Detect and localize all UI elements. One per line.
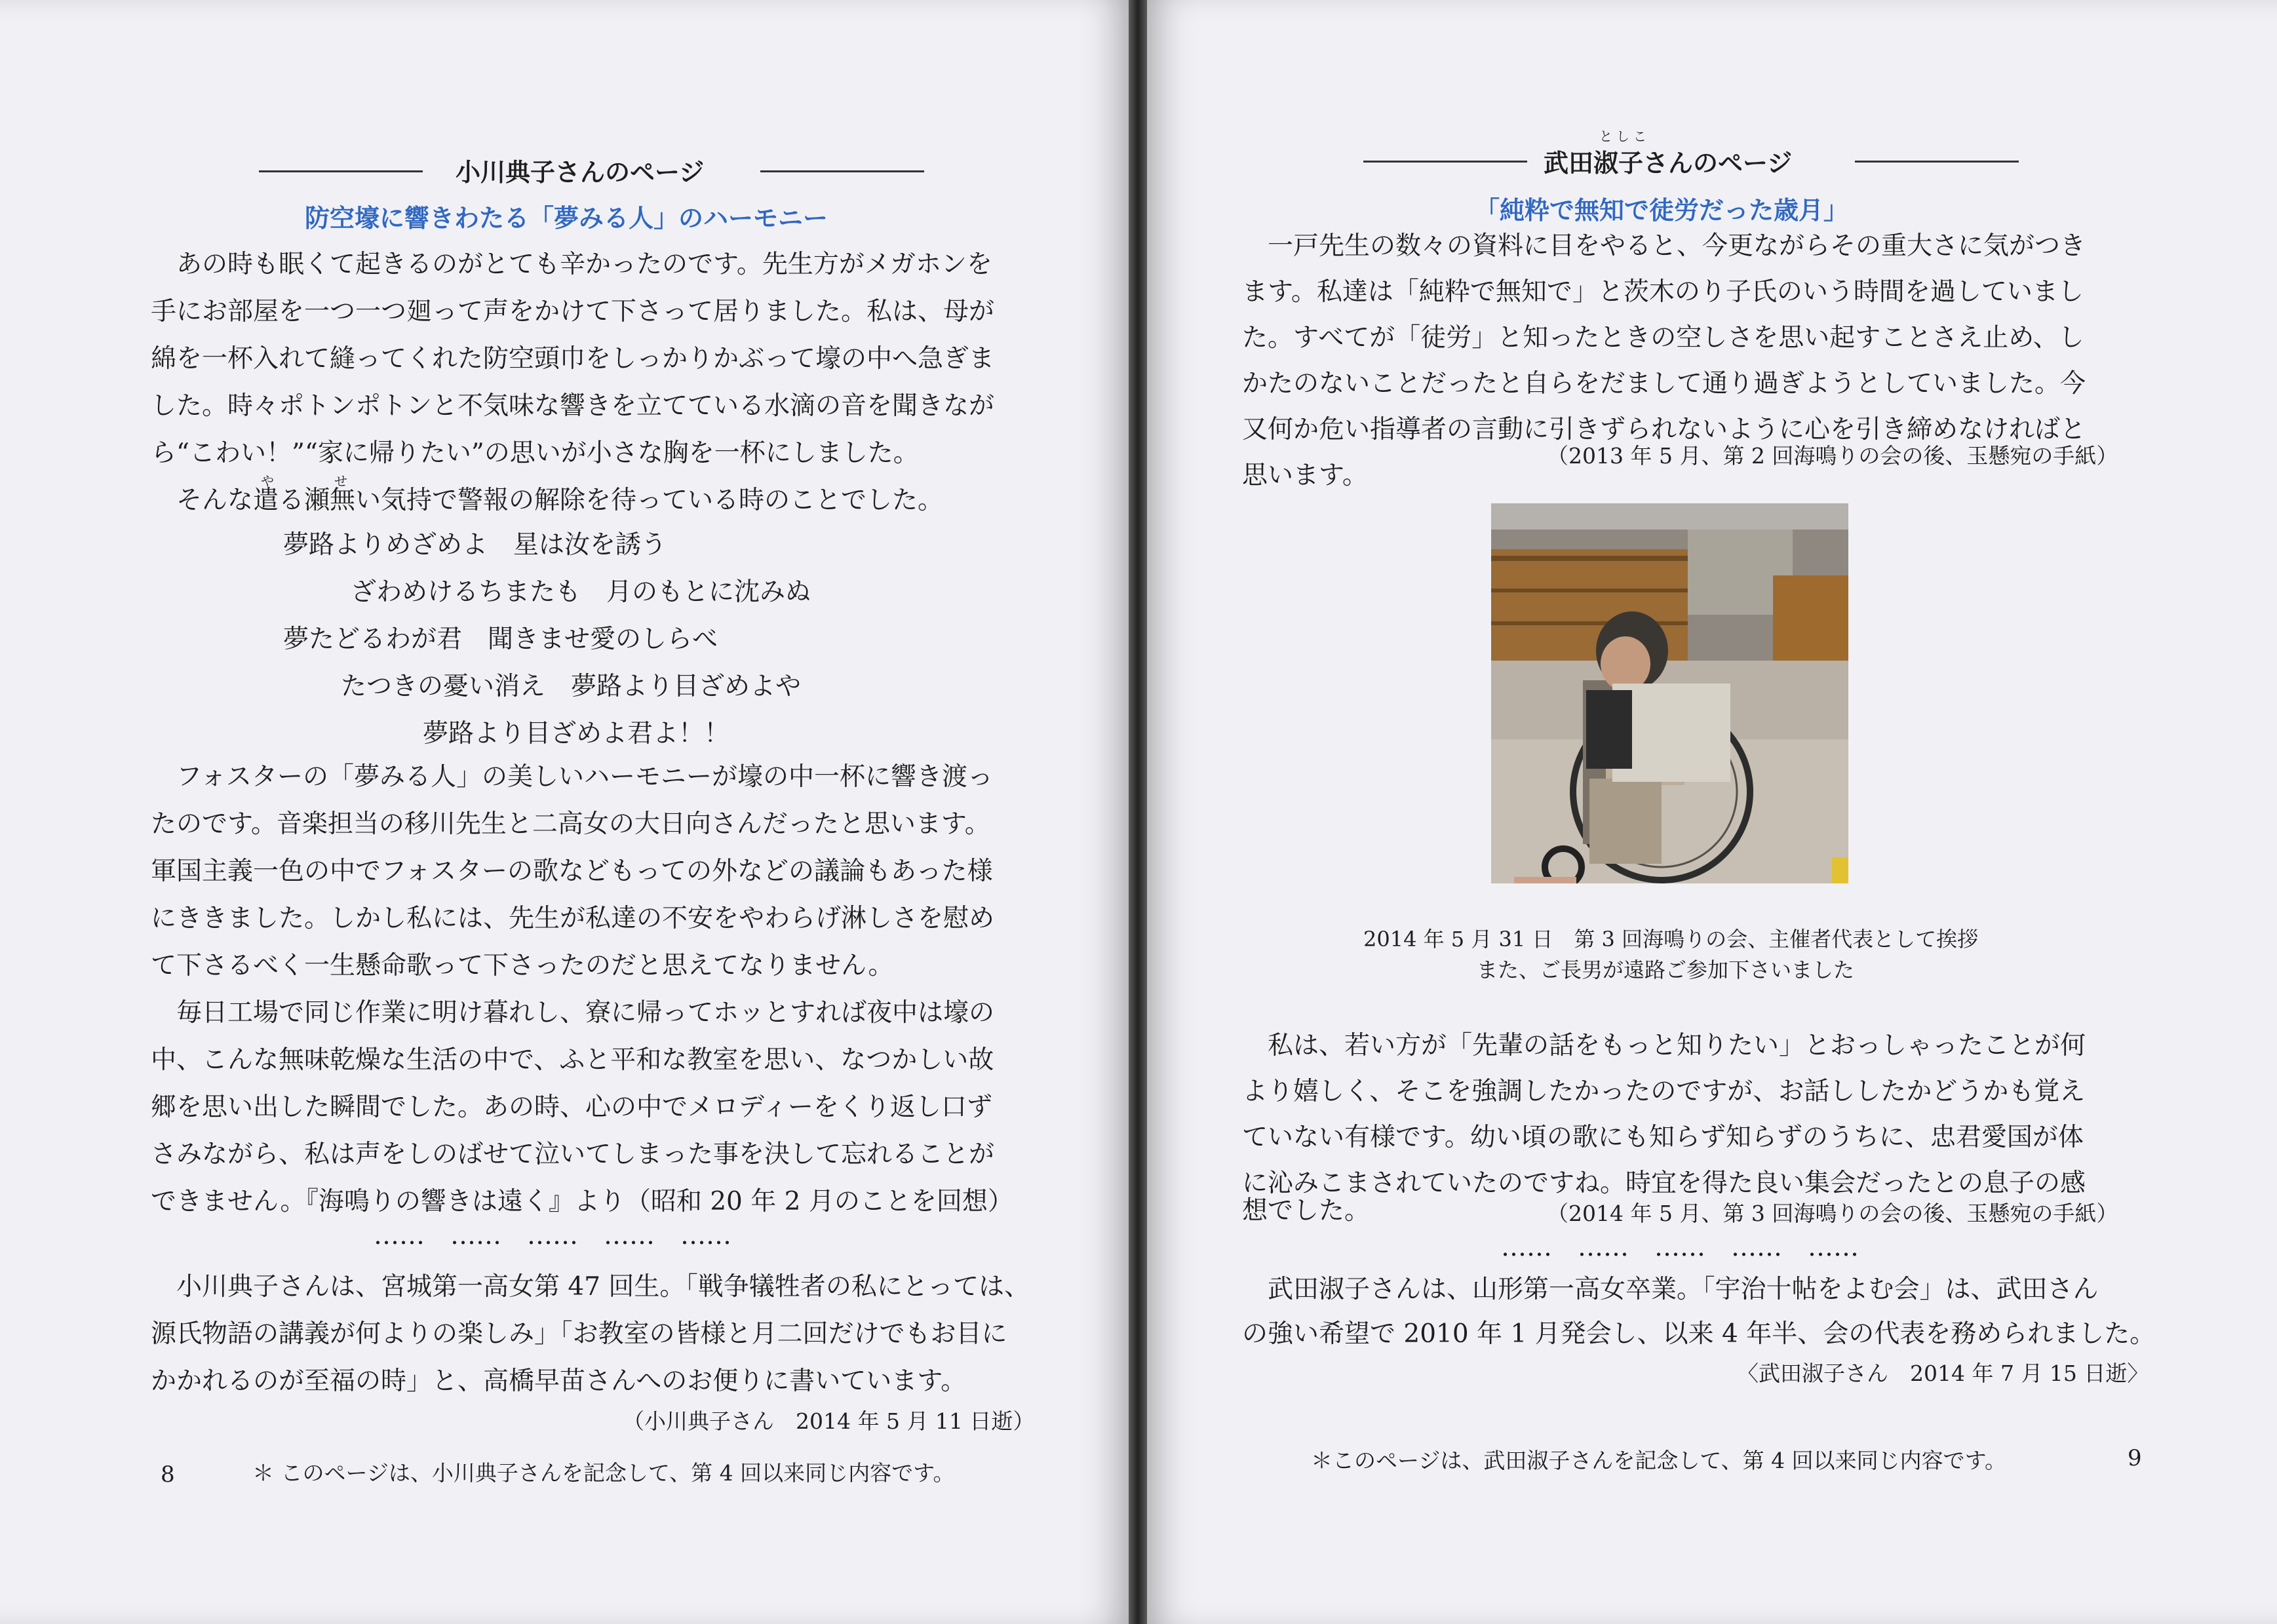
article-subtitle: 防空壕に響きわたる「夢みる人」のハーモニー [305, 203, 828, 233]
header-rule-right [760, 170, 924, 172]
body-line: たのです。音楽担当の移川先生と二高女の大日向さんだったと思います。 [151, 809, 990, 839]
book-gutter [1129, 0, 1147, 1624]
photo-woman-in-wheelchair [1491, 503, 1848, 883]
body-line: できません。『海鳴りの響きは遠く』より（昭和 20 年 2 月のことを回想） [151, 1187, 1013, 1216]
body-line: かかれるのが至福の時」と、高橋早苗さんへのお便りに書いています。 [151, 1366, 967, 1396]
body-line: ら“こわい！”“家に帰りたい”の思いが小さな胸を一杯にしました。 [151, 438, 919, 468]
body-line: て下さるべく一生懸命歌って下さったのだと思えてなりません。 [151, 951, 894, 980]
body-line: 思います。 [1242, 461, 1368, 490]
ruby-text: や [261, 473, 278, 489]
ellipsis-separator: …… …… …… …… …… [374, 1221, 732, 1250]
photo-caption-line: また、ご長男が遠路ご参加下さいました [1477, 957, 1855, 982]
article-subtitle: 「純粋で無知で徒労だった歳月」 [1475, 195, 1849, 225]
body-line: 武田淑子さんは、山形第一高女卒業。「宇治十帖をよむ会」は、武田さん [1242, 1275, 2099, 1304]
body-line: の強い希望で 2010 年 1 月発会し、以来 4 年半、会の代表を務められました。 [1242, 1319, 2156, 1349]
song-line: たつきの憂い消え 夢路より目ざめよや [341, 672, 802, 701]
body-line: より嬉しく、そこを強調したかったのですが、お話ししたかどうかも覚え [1242, 1077, 2086, 1106]
body-line: 小川典子さんは、宮城第一高女第 47 回生。「戦争犠牲者の私にとっては、 [151, 1272, 1030, 1302]
obituary-note: （小川典子さん 2014 年 5 月 11 日逝） [623, 1408, 1035, 1434]
song-line: 夢たどるわが君 聞きませ愛のしらべ [283, 625, 718, 654]
ruby-text: としこ [1599, 128, 1650, 144]
footnote: ＊このページは、武田淑子さんを記念して、第 4 回以来同じ内容です。 [1311, 1448, 2007, 1473]
body-line: あの時も眠くて起きるのがとても辛かったのです。先生方がメガホンを [151, 250, 992, 279]
left-page [0, 0, 1129, 1624]
body-line: 軍国主義一色の中でフォスターの歌などもっての外などの議論もあった様 [151, 857, 993, 886]
body-line: 一戸先生の数々の資料に目をやると、今更ながらその重大さに気がつき [1242, 231, 2086, 261]
citation: （2013 年 5 月、第 2 回海鳴りの会の後、玉懸宛の手紙） [1547, 443, 2118, 469]
body-line: 綿を一杯入れて縫ってくれた防空頭巾をしっかりかぶって壕の中へ急ぎま [151, 344, 995, 374]
header-rule-right [1855, 161, 2019, 163]
body-line: にききました。しかし私には、先生が私達の不安をやわらげ淋しさを慰め [151, 904, 995, 933]
body-line: さみながら、私は声をしのばせて泣いてしまった事を決して忘れることが [151, 1140, 995, 1169]
body-line: 郷を思い出した瞬間でした。あの時、心の中でメロディーをくり返し口ず [151, 1092, 992, 1122]
page-header: 武田淑子さんのページ [1544, 148, 1793, 178]
body-line: た。すべてが「徒労」と知ったときの空しさを思い起すことさえ止め、し [1242, 323, 2084, 353]
body-line: かたのないことだったと自らをだまして通り過ぎようとしていました。今 [1242, 369, 2086, 398]
song-line: 夢路より目ざめよ君よ！！ [423, 719, 730, 748]
song-line: 夢路よりめざめよ 星は汝を誘う [283, 530, 667, 560]
body-line: 源氏物語の講義が何よりの楽しみ」「お教室の皆様と月二回だけでもお目に [151, 1319, 1007, 1349]
body-line: そんな遣る瀬無い気持で警報の解除を待っている時のことでした。 [151, 486, 944, 515]
body-line: ていない有様です。幼い頃の歌にも知らず知らずのうちに、忠君愛国が体 [1242, 1123, 2084, 1152]
ellipsis-separator: …… …… …… …… …… [1501, 1233, 1859, 1262]
body-line: フォスターの「夢みる人」の美しいハーモニーが壕の中一杯に響き渡っ [151, 762, 994, 792]
ruby-text: せ [334, 473, 351, 489]
body-line: 又何か危い指導者の言動に引きずられないように心を引き締めなければと [1242, 415, 2086, 444]
body-line: 私は、若い方が「先輩の話をもっと知りたい」とおっしゃったことが何 [1242, 1031, 2086, 1060]
right-page [1147, 0, 2277, 1624]
obituary-note: 〈武田淑子さん 2014 年 7 月 15 日逝〉 [1737, 1361, 2149, 1386]
page-header: 小川典子さんのページ [456, 157, 705, 187]
song-line: ざわめけるちまたも 月のもとに沈みぬ [351, 577, 811, 607]
photo-caption-line: 2014 年 5 月 31 日 第 3 回海鳴りの会、主催者代表として挨拶 [1363, 927, 1979, 952]
body-line: 想でした。 [1242, 1196, 1371, 1226]
header-rule-left [1363, 161, 1527, 163]
citation: （2014 年 5 月、第 3 回海鳴りの会の後、玉懸宛の手紙） [1547, 1201, 2118, 1226]
body-line: 毎日工場で同じ作業に明け暮れし、寮に帰ってホッとすれば夜中は壕の [151, 998, 995, 1028]
page-number: 9 [2128, 1445, 2142, 1471]
body-line: 手にお部屋を一つ一つ廻って声をかけて下さって居りました。私は、母が [151, 297, 995, 326]
footnote: ＊ このページは、小川典子さんを記念して、第 4 回以来同じ内容です。 [252, 1460, 955, 1486]
page-number: 8 [161, 1461, 175, 1488]
body-line: 中、こんな無味乾燥な生活の中で、ふと平和な教室を思い、なつかしい故 [151, 1045, 994, 1075]
header-rule-left [259, 170, 423, 172]
body-line: した。時々ポトンポトンと不気味な響きを立てている水滴の音を聞きなが [151, 391, 995, 421]
body-line: に沁みこまされていたのですね。時宜を得た良い集会だったとの息子の感 [1242, 1169, 2086, 1198]
body-line: ます。私達は「純粋で無知で」と茨木のり子氏のいう時間を過していまし [1242, 277, 2084, 307]
